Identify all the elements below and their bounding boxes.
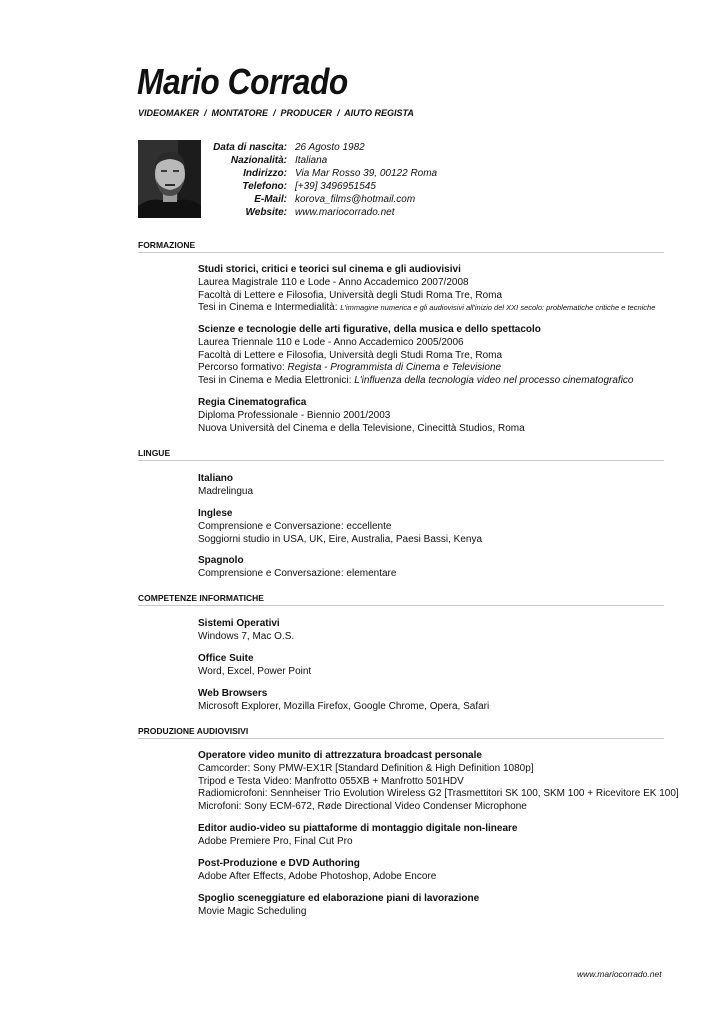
info-label: Website: bbox=[245, 207, 287, 218]
entry-title: Italiano bbox=[198, 473, 234, 484]
info-row-birthdate bbox=[0, 142, 725, 155]
info-value: Via Mar Rosso 39, 00122 Roma bbox=[295, 168, 438, 179]
section-title-formazione: FORMAZIONE bbox=[138, 240, 664, 253]
path-line bbox=[198, 362, 698, 375]
entry-line: Comprensione e Conversazione: elementare bbox=[198, 567, 397, 579]
entry-title: Scienze e tecnologie delle arti figurative, della musica e dello spettacolo bbox=[198, 324, 541, 335]
section-title-lingue: LINGUE bbox=[138, 448, 664, 461]
entry-line: Madrelingua bbox=[198, 485, 254, 497]
entry-title: Office Suite bbox=[198, 653, 254, 664]
entry-title: Inglese bbox=[198, 508, 233, 519]
education-entry bbox=[198, 397, 698, 435]
skill-entry bbox=[198, 688, 698, 714]
entry-line: Movie Magic Scheduling bbox=[198, 905, 307, 917]
info-label: Nazionalità: bbox=[230, 155, 287, 166]
entry-title: Web Browsers bbox=[198, 688, 268, 699]
entry-title: Spoglio sceneggiature ed elaborazione piani di lavorazione bbox=[198, 893, 480, 904]
thesis-line bbox=[198, 375, 698, 388]
entry-title: Sistemi Operativi bbox=[198, 618, 280, 629]
entry-line: Soggiorni studio in USA, UK, Eire, Australia, Paesi Bassi, Kenya bbox=[198, 533, 483, 545]
entry-line: Adobe Premiere Pro, Final Cut Pro bbox=[198, 835, 353, 847]
skill-entry bbox=[198, 618, 698, 644]
language-entry bbox=[198, 473, 698, 499]
language-entry bbox=[198, 555, 698, 581]
thesis-prefix: Tesi in Cinema e Media Elettronici: bbox=[198, 375, 355, 387]
info-value: Italiana bbox=[295, 155, 328, 166]
entry-line: Radiomicrofoni: Sennheiser Trio Evolution Wireless G2 [Trasmettitori SK 100, SKM 100 + Ricevitore EK 100] bbox=[198, 788, 679, 800]
website-link[interactable]: www.mariocorrado.net bbox=[295, 207, 395, 218]
skill-entry bbox=[198, 653, 698, 679]
production-entry bbox=[198, 823, 698, 849]
email-link[interactable]: korova_films@hotmail.com bbox=[295, 194, 416, 205]
entry-line: Laurea Triennale 110 e Lode - Anno Accademico 2005/2006 bbox=[198, 336, 464, 348]
entry-line: Comprensione e Conversazione: eccellente bbox=[198, 520, 392, 532]
info-label: Indirizzo: bbox=[243, 168, 287, 179]
info-value: [+39] 3496951545 bbox=[295, 181, 376, 192]
info-label: Telefono: bbox=[242, 181, 287, 192]
education-entry bbox=[198, 324, 698, 388]
production-entry bbox=[198, 893, 698, 919]
candidate-name: Mario Corrado bbox=[137, 61, 348, 102]
entry-line: Nuova Università del Cinema e della Televisione, Cinecittà Studios, Roma bbox=[198, 422, 525, 434]
entry-line: Diploma Professionale - Biennio 2001/2003 bbox=[198, 409, 391, 421]
job-titles: VIDEOMAKER / MONTATORE / PRODUCER / AIUTO REGISTA bbox=[138, 108, 414, 118]
info-row-email bbox=[0, 194, 725, 207]
entry-line: Microsoft Explorer, Mozilla Firefox, Google Chrome, Opera, Safari bbox=[198, 700, 490, 712]
entry-line: Windows 7, Mac O.S. bbox=[198, 630, 295, 642]
path-prefix: Percorso formativo: bbox=[198, 362, 288, 374]
thesis-prefix: Tesi in Cinema e Intermedialità: bbox=[198, 302, 341, 314]
entry-title: Operatore video munito di attrezzatura broadcast personale bbox=[198, 750, 482, 761]
info-label: Data di nascita: bbox=[213, 142, 287, 153]
production-entry bbox=[198, 750, 698, 814]
entry-title: Editor audio-video su piattaforme di montaggio digitale non-lineare bbox=[198, 823, 518, 834]
info-label: E-Mail: bbox=[254, 194, 287, 205]
info-value: 26 Agosto 1982 bbox=[295, 142, 365, 153]
entry-title: Spagnolo bbox=[198, 555, 244, 566]
info-row-address bbox=[0, 168, 725, 181]
production-entry bbox=[198, 858, 698, 884]
entry-line: Microfoni: Sony ECM-672, Røde Directional Video Condenser Microphone bbox=[198, 801, 527, 813]
entry-line: Word, Excel, Power Point bbox=[198, 665, 312, 677]
entry-title: Studi storici, critici e teorici sul cinema e gli audiovisivi bbox=[198, 264, 461, 275]
entry-line: Camcorder: Sony PMW-EX1R [Standard Definition & High Definition 1080p] bbox=[198, 762, 534, 774]
info-row-website bbox=[0, 207, 725, 220]
thesis-title: L'influenza della tecnologia video nel processo cinematografico bbox=[354, 375, 634, 387]
entry-line: Facoltà di Lettere e Filosofia, Università degli Studi Roma Tre, Roma bbox=[198, 349, 503, 361]
thesis-line bbox=[198, 302, 698, 315]
entry-line: Tripod e Testa Video: Manfrotto 055XB + Manfrotto 501HDV bbox=[198, 775, 464, 787]
section-title-produzione: PRODUZIONE AUDIOVISIVI bbox=[138, 726, 664, 739]
education-entry bbox=[198, 264, 698, 315]
language-entry bbox=[198, 508, 698, 546]
path-value: Regista - Programmista di Cinema e Televisione bbox=[287, 362, 502, 374]
entry-title: Regia Cinematografica bbox=[198, 397, 307, 408]
info-row-nationality bbox=[0, 155, 725, 168]
entry-title: Post-Produzione e DVD Authoring bbox=[198, 858, 360, 869]
section-title-competenze: COMPETENZE INFORMATICHE bbox=[138, 593, 664, 606]
entry-line: Laurea Magistrale 110 e Lode - Anno Accademico 2007/2008 bbox=[198, 276, 469, 288]
info-row-phone bbox=[0, 181, 725, 194]
entry-line: Adobe After Effects, Adobe Photoshop, Adobe Encore bbox=[198, 870, 437, 882]
footer-website[interactable]: www.mariocorrado.net bbox=[577, 969, 662, 979]
thesis-title: L'immagine numerica e gli audiovisivi all'inizio del XXI secolo: problematiche critiche e tecniche bbox=[340, 303, 656, 313]
entry-line: Facoltà di Lettere e Filosofia, Università degli Studi Roma Tre, Roma bbox=[198, 289, 503, 301]
